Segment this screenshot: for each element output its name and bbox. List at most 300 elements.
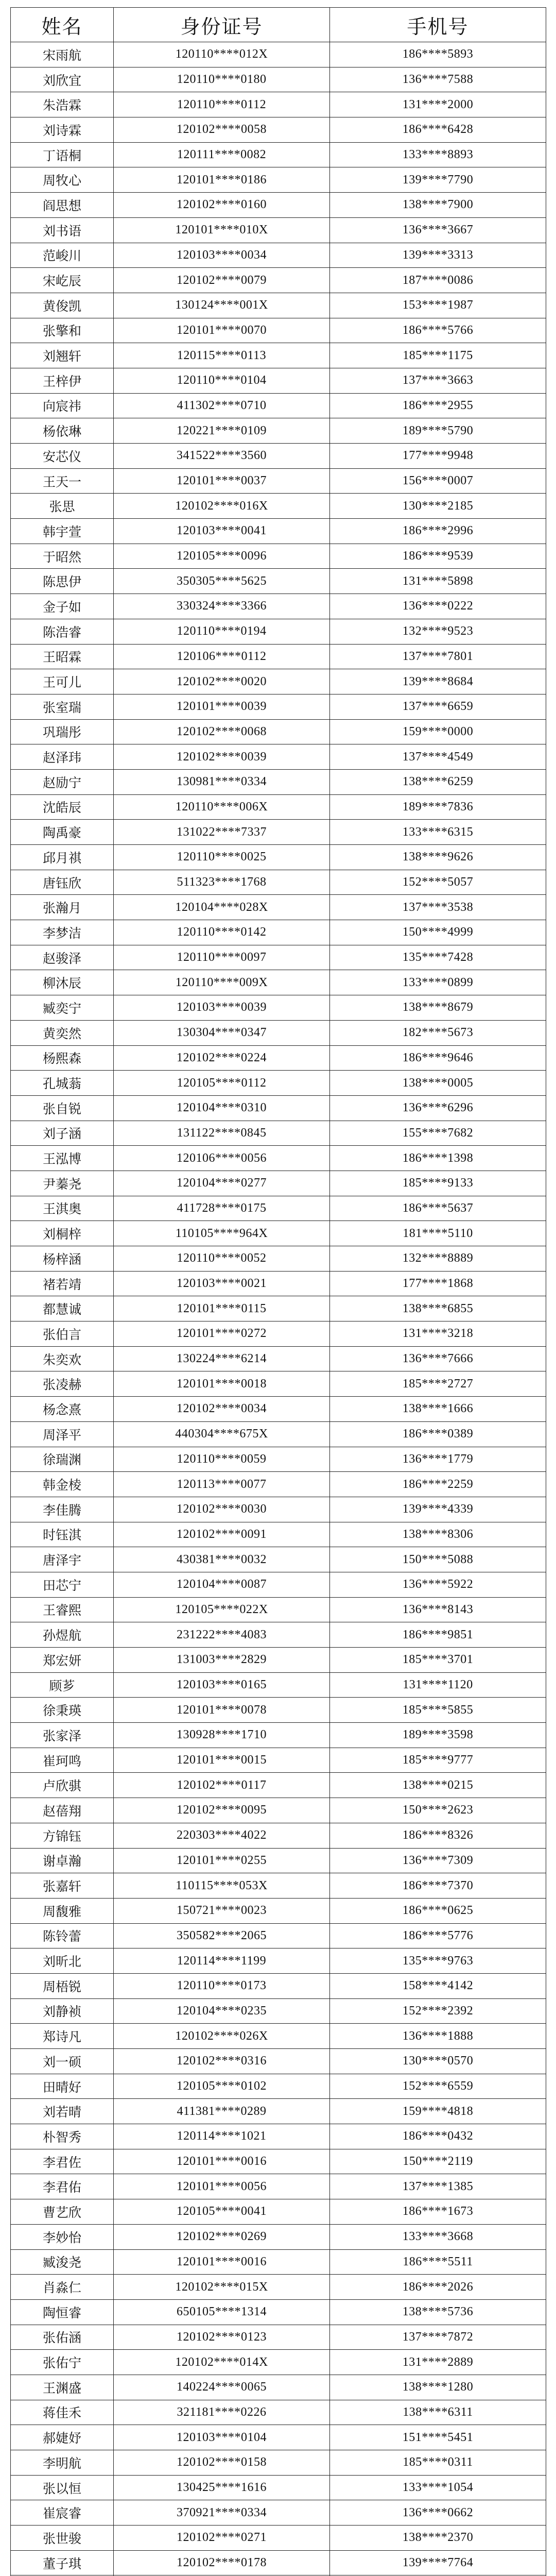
cell-id-number: 120102****0095 (114, 1798, 330, 1823)
table-row (11, 569, 546, 594)
cell-phone: 159****4818 (330, 2099, 546, 2124)
cell-id-number: 120102****0316 (114, 2049, 330, 2074)
table-row (11, 2174, 546, 2199)
table-row (11, 2450, 546, 2476)
cell-name: 张佑宁 (11, 2350, 114, 2375)
cell-phone: 159****0000 (330, 719, 546, 744)
cell-name: 王淇奥 (11, 1196, 114, 1221)
cell-id-number: 120104****0310 (114, 1095, 330, 1121)
table-row (11, 1421, 546, 1447)
cell-phone: 186****1673 (330, 2199, 546, 2225)
cell-id-number: 120110****0104 (114, 368, 330, 393)
cell-phone: 136****1888 (330, 2024, 546, 2049)
cell-phone: 136****7309 (330, 1848, 546, 1873)
cell-id-number: 130124****001X (114, 293, 330, 318)
cell-name: 韩宇萱 (11, 519, 114, 544)
cell-name: 李君佐 (11, 2149, 114, 2174)
cell-name: 张室瑞 (11, 694, 114, 719)
cell-phone: 189****7836 (330, 794, 546, 820)
cell-phone: 139****4339 (330, 1497, 546, 1522)
cell-id-number: 231222****4083 (114, 1622, 330, 1648)
cell-name: 韩金棱 (11, 1472, 114, 1497)
cell-phone: 185****0311 (330, 2450, 546, 2476)
cell-phone: 189****5790 (330, 418, 546, 444)
cell-name: 尹蓁尧 (11, 1171, 114, 1196)
cell-name: 赵骏泽 (11, 945, 114, 970)
table-row (11, 2375, 546, 2400)
cell-name: 阎思想 (11, 193, 114, 218)
cell-name: 王渊盛 (11, 2375, 114, 2400)
cell-phone: 136****7666 (330, 1346, 546, 1371)
table-row (11, 1020, 546, 1045)
cell-name: 朴智秀 (11, 2124, 114, 2149)
cell-phone: 153****1987 (330, 293, 546, 318)
cell-name: 张家泽 (11, 1723, 114, 1748)
table-row (11, 1723, 546, 1748)
cell-name: 张伯言 (11, 1321, 114, 1347)
cell-phone: 152****2392 (330, 1998, 546, 2024)
table-row (11, 1698, 546, 1723)
cell-phone: 138****1280 (330, 2375, 546, 2400)
table-row (11, 870, 546, 895)
cell-id-number: 430381****0032 (114, 1547, 330, 1572)
table-row (11, 1045, 546, 1071)
table-row (11, 594, 546, 619)
table-row (11, 1973, 546, 1998)
cell-phone: 186****8326 (330, 1823, 546, 1848)
table-row (11, 268, 546, 293)
table-row (11, 2049, 546, 2074)
cell-name: 黄俊凯 (11, 293, 114, 318)
cell-name: 臧浚尧 (11, 2249, 114, 2275)
cell-name: 李梦洁 (11, 920, 114, 945)
cell-name: 刘欣宜 (11, 67, 114, 92)
table-row (11, 2099, 546, 2124)
cell-name: 谢卓瀚 (11, 1848, 114, 1873)
cell-id-number: 120102****0158 (114, 2450, 330, 2476)
table-row (11, 1848, 546, 1873)
table-row (11, 2199, 546, 2225)
cell-phone: 130****0570 (330, 2049, 546, 2074)
cell-id-number: 120113****0077 (114, 1472, 330, 1497)
cell-id-number: 120102****0178 (114, 2550, 330, 2575)
cell-name: 沈皓辰 (11, 794, 114, 820)
table-row (11, 820, 546, 845)
cell-id-number: 120102****0269 (114, 2224, 330, 2249)
cell-id-number: 120111****0082 (114, 142, 330, 167)
cell-id-number: 130425****1616 (114, 2475, 330, 2500)
cell-id-number: 140224****0065 (114, 2375, 330, 2400)
cell-id-number: 130928****1710 (114, 1723, 330, 1748)
cell-name: 唐泽宇 (11, 1547, 114, 1572)
cell-phone: 181****5110 (330, 1221, 546, 1246)
cell-name: 崔珂鸣 (11, 1748, 114, 1773)
cell-id-number: 130981****0334 (114, 769, 330, 794)
cell-phone: 137****6659 (330, 694, 546, 719)
cell-phone: 136****6296 (330, 1095, 546, 1121)
cell-id-number: 120110****009X (114, 970, 330, 995)
cell-id-number: 330324****3366 (114, 594, 330, 619)
cell-id-number: 120102****0079 (114, 268, 330, 293)
table-row (11, 2299, 546, 2325)
cell-phone: 138****8306 (330, 1522, 546, 1547)
cell-phone: 130****2185 (330, 494, 546, 519)
cell-name: 赵蓓翔 (11, 1798, 114, 1823)
cell-id-number: 120221****0109 (114, 418, 330, 444)
cell-name: 顾芗 (11, 1672, 114, 1698)
cell-name: 王天一 (11, 468, 114, 494)
table-row (11, 142, 546, 167)
cell-name: 唐钰欣 (11, 870, 114, 895)
cell-name: 徐瑞渊 (11, 1447, 114, 1472)
cell-name: 孔城蓊 (11, 1071, 114, 1096)
cell-id-number: 511323****1768 (114, 870, 330, 895)
cell-name: 刘桐梓 (11, 1221, 114, 1246)
cell-phone: 185****1175 (330, 343, 546, 368)
cell-phone: 138****0215 (330, 1773, 546, 1798)
cell-phone: 150****4999 (330, 920, 546, 945)
cell-id-number: 120104****0277 (114, 1171, 330, 1196)
cell-phone: 136****7588 (330, 67, 546, 92)
cell-id-number: 120102****016X (114, 494, 330, 519)
cell-phone: 138****0005 (330, 1071, 546, 1096)
cell-id-number: 120105****022X (114, 1597, 330, 1622)
cell-name: 董子琪 (11, 2550, 114, 2575)
cell-id-number: 120105****0112 (114, 1071, 330, 1096)
cell-phone: 185****9133 (330, 1171, 546, 1196)
cell-name: 王昭霖 (11, 644, 114, 669)
cell-phone: 186****1398 (330, 1146, 546, 1171)
cell-phone: 152****6559 (330, 2074, 546, 2099)
cell-name: 邱月祺 (11, 845, 114, 870)
cell-phone: 136****0662 (330, 2500, 546, 2526)
cell-phone: 133****3668 (330, 2224, 546, 2249)
cell-name: 刘翘轩 (11, 343, 114, 368)
cell-id-number: 120110****0097 (114, 945, 330, 970)
cell-phone: 133****8893 (330, 142, 546, 167)
cell-id-number: 120103****0104 (114, 2425, 330, 2450)
cell-phone: 136****8143 (330, 1597, 546, 1622)
table-row (11, 1246, 546, 1272)
cell-name: 张擎和 (11, 318, 114, 343)
cell-id-number: 120102****014X (114, 2350, 330, 2375)
table-row (11, 1271, 546, 1296)
cell-phone: 187****0086 (330, 268, 546, 293)
table-row (11, 1095, 546, 1121)
table-row (11, 1572, 546, 1597)
cell-name: 周馥雅 (11, 1898, 114, 1923)
cell-id-number: 131003****2829 (114, 1648, 330, 1673)
cell-id-number: 350582****2065 (114, 1923, 330, 1948)
table-row (11, 669, 546, 694)
cell-name: 金子如 (11, 594, 114, 619)
cell-id-number: 120110****0025 (114, 845, 330, 870)
cell-phone: 138****2370 (330, 2526, 546, 2551)
cell-name: 李妙怡 (11, 2224, 114, 2249)
cell-id-number: 120101****0056 (114, 2174, 330, 2199)
cell-phone: 135****9763 (330, 1948, 546, 1974)
cell-name: 宋雨航 (11, 42, 114, 67)
table-row (11, 67, 546, 92)
cell-id-number: 120103****0021 (114, 1271, 330, 1296)
cell-phone: 185****9777 (330, 1748, 546, 1773)
cell-name: 刘若晴 (11, 2099, 114, 2124)
cell-phone: 131****5898 (330, 569, 546, 594)
cell-id-number: 120101****0039 (114, 694, 330, 719)
cell-id-number: 120110****0112 (114, 92, 330, 117)
table-row (11, 1748, 546, 1773)
cell-name: 刘静祯 (11, 1998, 114, 2024)
cell-id-number: 120101****0255 (114, 1848, 330, 1873)
table-row (11, 1547, 546, 1572)
cell-id-number: 120101****0015 (114, 1748, 330, 1773)
cell-phone: 137****1385 (330, 2174, 546, 2199)
table-row (11, 895, 546, 920)
cell-phone: 133****0899 (330, 970, 546, 995)
cell-phone: 189****3598 (330, 1723, 546, 1748)
cell-id-number: 120102****0030 (114, 1497, 330, 1522)
cell-id-number: 120102****0039 (114, 744, 330, 770)
cell-name: 时钰淇 (11, 1522, 114, 1547)
cell-id-number: 120101****0018 (114, 1371, 330, 1397)
cell-id-number: 411728****0175 (114, 1196, 330, 1221)
cell-phone: 137****3538 (330, 895, 546, 920)
cell-id-number: 120110****0142 (114, 920, 330, 945)
table-row (11, 1798, 546, 1823)
cell-id-number: 120103****0034 (114, 243, 330, 268)
cell-name: 郑诗凡 (11, 2024, 114, 2049)
cell-phone: 131****2889 (330, 2350, 546, 2375)
roster-sheet (10, 7, 546, 2576)
cell-phone: 186****0389 (330, 1421, 546, 1447)
cell-id-number: 411381****0289 (114, 2099, 330, 2124)
cell-phone: 186****0625 (330, 1898, 546, 1923)
header-name: 姓名 (11, 8, 114, 42)
cell-id-number: 120101****0115 (114, 1296, 330, 1321)
table-row (11, 1346, 546, 1371)
table-row (11, 694, 546, 719)
cell-name: 曹艺欣 (11, 2199, 114, 2225)
cell-id-number: 120104****028X (114, 895, 330, 920)
cell-id-number: 120101****0016 (114, 2149, 330, 2174)
table-row (11, 2149, 546, 2174)
cell-phone: 186****2026 (330, 2275, 546, 2300)
table-row (11, 318, 546, 343)
cell-phone: 186****0432 (330, 2124, 546, 2149)
table-row (11, 468, 546, 494)
cell-phone: 186****9851 (330, 1622, 546, 1648)
cell-id-number: 120102****0224 (114, 1045, 330, 1071)
table-row (11, 2400, 546, 2425)
table-row (11, 444, 546, 469)
cell-id-number: 120101****0070 (114, 318, 330, 343)
cell-name: 李佳腾 (11, 1497, 114, 1522)
table-row (11, 167, 546, 193)
cell-id-number: 120101****0186 (114, 167, 330, 193)
cell-id-number: 130304****0347 (114, 1020, 330, 1045)
cell-name: 刘诗霖 (11, 117, 114, 143)
cell-phone: 138****6259 (330, 769, 546, 794)
cell-id-number: 120105****0041 (114, 2199, 330, 2225)
table-row (11, 193, 546, 218)
table-row (11, 1923, 546, 1948)
cell-name: 张思 (11, 494, 114, 519)
table-body (11, 42, 546, 2576)
cell-phone: 133****6315 (330, 820, 546, 845)
table-row (11, 719, 546, 744)
table-row (11, 343, 546, 368)
table-row (11, 117, 546, 143)
cell-phone: 138****5736 (330, 2299, 546, 2325)
table-row (11, 2074, 546, 2099)
cell-id-number: 120105****0102 (114, 2074, 330, 2099)
cell-phone: 182****5673 (330, 1020, 546, 1045)
cell-phone: 186****2996 (330, 519, 546, 544)
cell-name: 崔宸睿 (11, 2500, 114, 2526)
table-row (11, 1873, 546, 1899)
cell-phone: 131****2000 (330, 92, 546, 117)
table-row (11, 2475, 546, 2500)
cell-phone: 137****4549 (330, 744, 546, 770)
cell-id-number: 120114****1021 (114, 2124, 330, 2149)
cell-id-number: 120101****010X (114, 217, 330, 243)
cell-name: 宋屹辰 (11, 268, 114, 293)
cell-name: 蒋佳禾 (11, 2400, 114, 2425)
roster-table (10, 7, 546, 2576)
cell-id-number: 120104****0087 (114, 1572, 330, 1597)
table-row (11, 2024, 546, 2049)
cell-phone: 186****6428 (330, 117, 546, 143)
cell-id-number: 411302****0710 (114, 393, 330, 418)
table-row (11, 1171, 546, 1196)
cell-name: 张嘉轩 (11, 1873, 114, 1899)
cell-id-number: 120101****0272 (114, 1321, 330, 1347)
cell-phone: 138****9626 (330, 845, 546, 870)
cell-id-number: 120104****0235 (114, 1998, 330, 2024)
table-row (11, 1321, 546, 1347)
cell-name: 方锦钰 (11, 1823, 114, 1848)
table-row (11, 1121, 546, 1146)
cell-id-number: 120110****0052 (114, 1246, 330, 1272)
cell-name: 于昭然 (11, 544, 114, 569)
table-row (11, 1371, 546, 1397)
cell-phone: 158****4142 (330, 1973, 546, 1998)
table-row (11, 1397, 546, 1422)
cell-id-number: 120102****0034 (114, 1397, 330, 1422)
cell-id-number: 120110****0173 (114, 1973, 330, 1998)
cell-phone: 150****2623 (330, 1798, 546, 1823)
cell-id-number: 120110****0180 (114, 67, 330, 92)
cell-phone: 150****5088 (330, 1547, 546, 1572)
cell-name: 周牧心 (11, 167, 114, 193)
cell-name: 王睿熙 (11, 1597, 114, 1622)
cell-name: 周梧锐 (11, 1973, 114, 1998)
cell-id-number: 120106****0112 (114, 644, 330, 669)
table-row (11, 494, 546, 519)
cell-name: 杨依琳 (11, 418, 114, 444)
table-row (11, 1773, 546, 1798)
table-row (11, 42, 546, 67)
cell-id-number: 120102****0117 (114, 1773, 330, 1798)
cell-phone: 139****3313 (330, 243, 546, 268)
cell-phone: 155****7682 (330, 1121, 546, 1146)
cell-name: 王泓博 (11, 1146, 114, 1171)
table-row (11, 1146, 546, 1171)
cell-phone: 139****8684 (330, 669, 546, 694)
table-row (11, 293, 546, 318)
cell-phone: 186****2955 (330, 393, 546, 418)
table-row (11, 2224, 546, 2249)
cell-phone: 139****7790 (330, 167, 546, 193)
cell-phone: 131****1120 (330, 1672, 546, 1698)
cell-id-number: 370921****0334 (114, 2500, 330, 2526)
cell-id-number: 120102****026X (114, 2024, 330, 2049)
cell-name: 杨念熹 (11, 1397, 114, 1422)
cell-name: 王梓伊 (11, 368, 114, 393)
cell-name: 陶恒睿 (11, 2299, 114, 2325)
table-row (11, 1597, 546, 1622)
cell-name: 周泽平 (11, 1421, 114, 1447)
cell-name: 刘子涵 (11, 1121, 114, 1146)
cell-phone: 136****5922 (330, 1572, 546, 1597)
cell-id-number: 120101****0016 (114, 2249, 330, 2275)
cell-name: 都慧诚 (11, 1296, 114, 1321)
cell-id-number: 131122****0845 (114, 1121, 330, 1146)
table-row (11, 2249, 546, 2275)
cell-phone: 137****7872 (330, 2325, 546, 2350)
table-row (11, 1648, 546, 1673)
cell-phone: 151****5451 (330, 2425, 546, 2450)
table-row (11, 1522, 546, 1547)
cell-name: 孙煜航 (11, 1622, 114, 1648)
table-row (11, 945, 546, 970)
cell-phone: 136****3667 (330, 217, 546, 243)
table-row (11, 217, 546, 243)
cell-id-number: 120115****0113 (114, 343, 330, 368)
cell-name: 巩瑞彤 (11, 719, 114, 744)
cell-id-number: 120106****0056 (114, 1146, 330, 1171)
cell-name: 柳沐辰 (11, 970, 114, 995)
table-row (11, 1898, 546, 1923)
cell-name: 朱浩霖 (11, 92, 114, 117)
cell-phone: 186****5637 (330, 1196, 546, 1221)
cell-id-number: 150721****0023 (114, 1898, 330, 1923)
cell-name: 张以恒 (11, 2475, 114, 2500)
table-row (11, 1672, 546, 1698)
cell-phone: 186****5766 (330, 318, 546, 343)
cell-name: 田芯宁 (11, 1572, 114, 1597)
cell-id-number: 120102****0058 (114, 117, 330, 143)
cell-name: 郝婕妤 (11, 2425, 114, 2450)
cell-name: 杨梓涵 (11, 1246, 114, 1272)
cell-phone: 186****9646 (330, 1045, 546, 1071)
table-row (11, 2500, 546, 2526)
cell-id-number: 120102****015X (114, 2275, 330, 2300)
cell-name: 安芯仪 (11, 444, 114, 469)
cell-name: 徐秉瑛 (11, 1698, 114, 1723)
table-row (11, 744, 546, 770)
cell-name: 陶禹豪 (11, 820, 114, 845)
header-id-number: 身份证号 (114, 8, 330, 42)
cell-name: 田晴好 (11, 2074, 114, 2099)
cell-name: 肖淼仁 (11, 2275, 114, 2300)
cell-name: 陈浩睿 (11, 619, 114, 644)
cell-id-number: 341522****3560 (114, 444, 330, 469)
cell-name: 刘一硕 (11, 2049, 114, 2074)
cell-id-number: 120103****0039 (114, 995, 330, 1021)
table-header-row (11, 8, 546, 42)
table-row (11, 845, 546, 870)
